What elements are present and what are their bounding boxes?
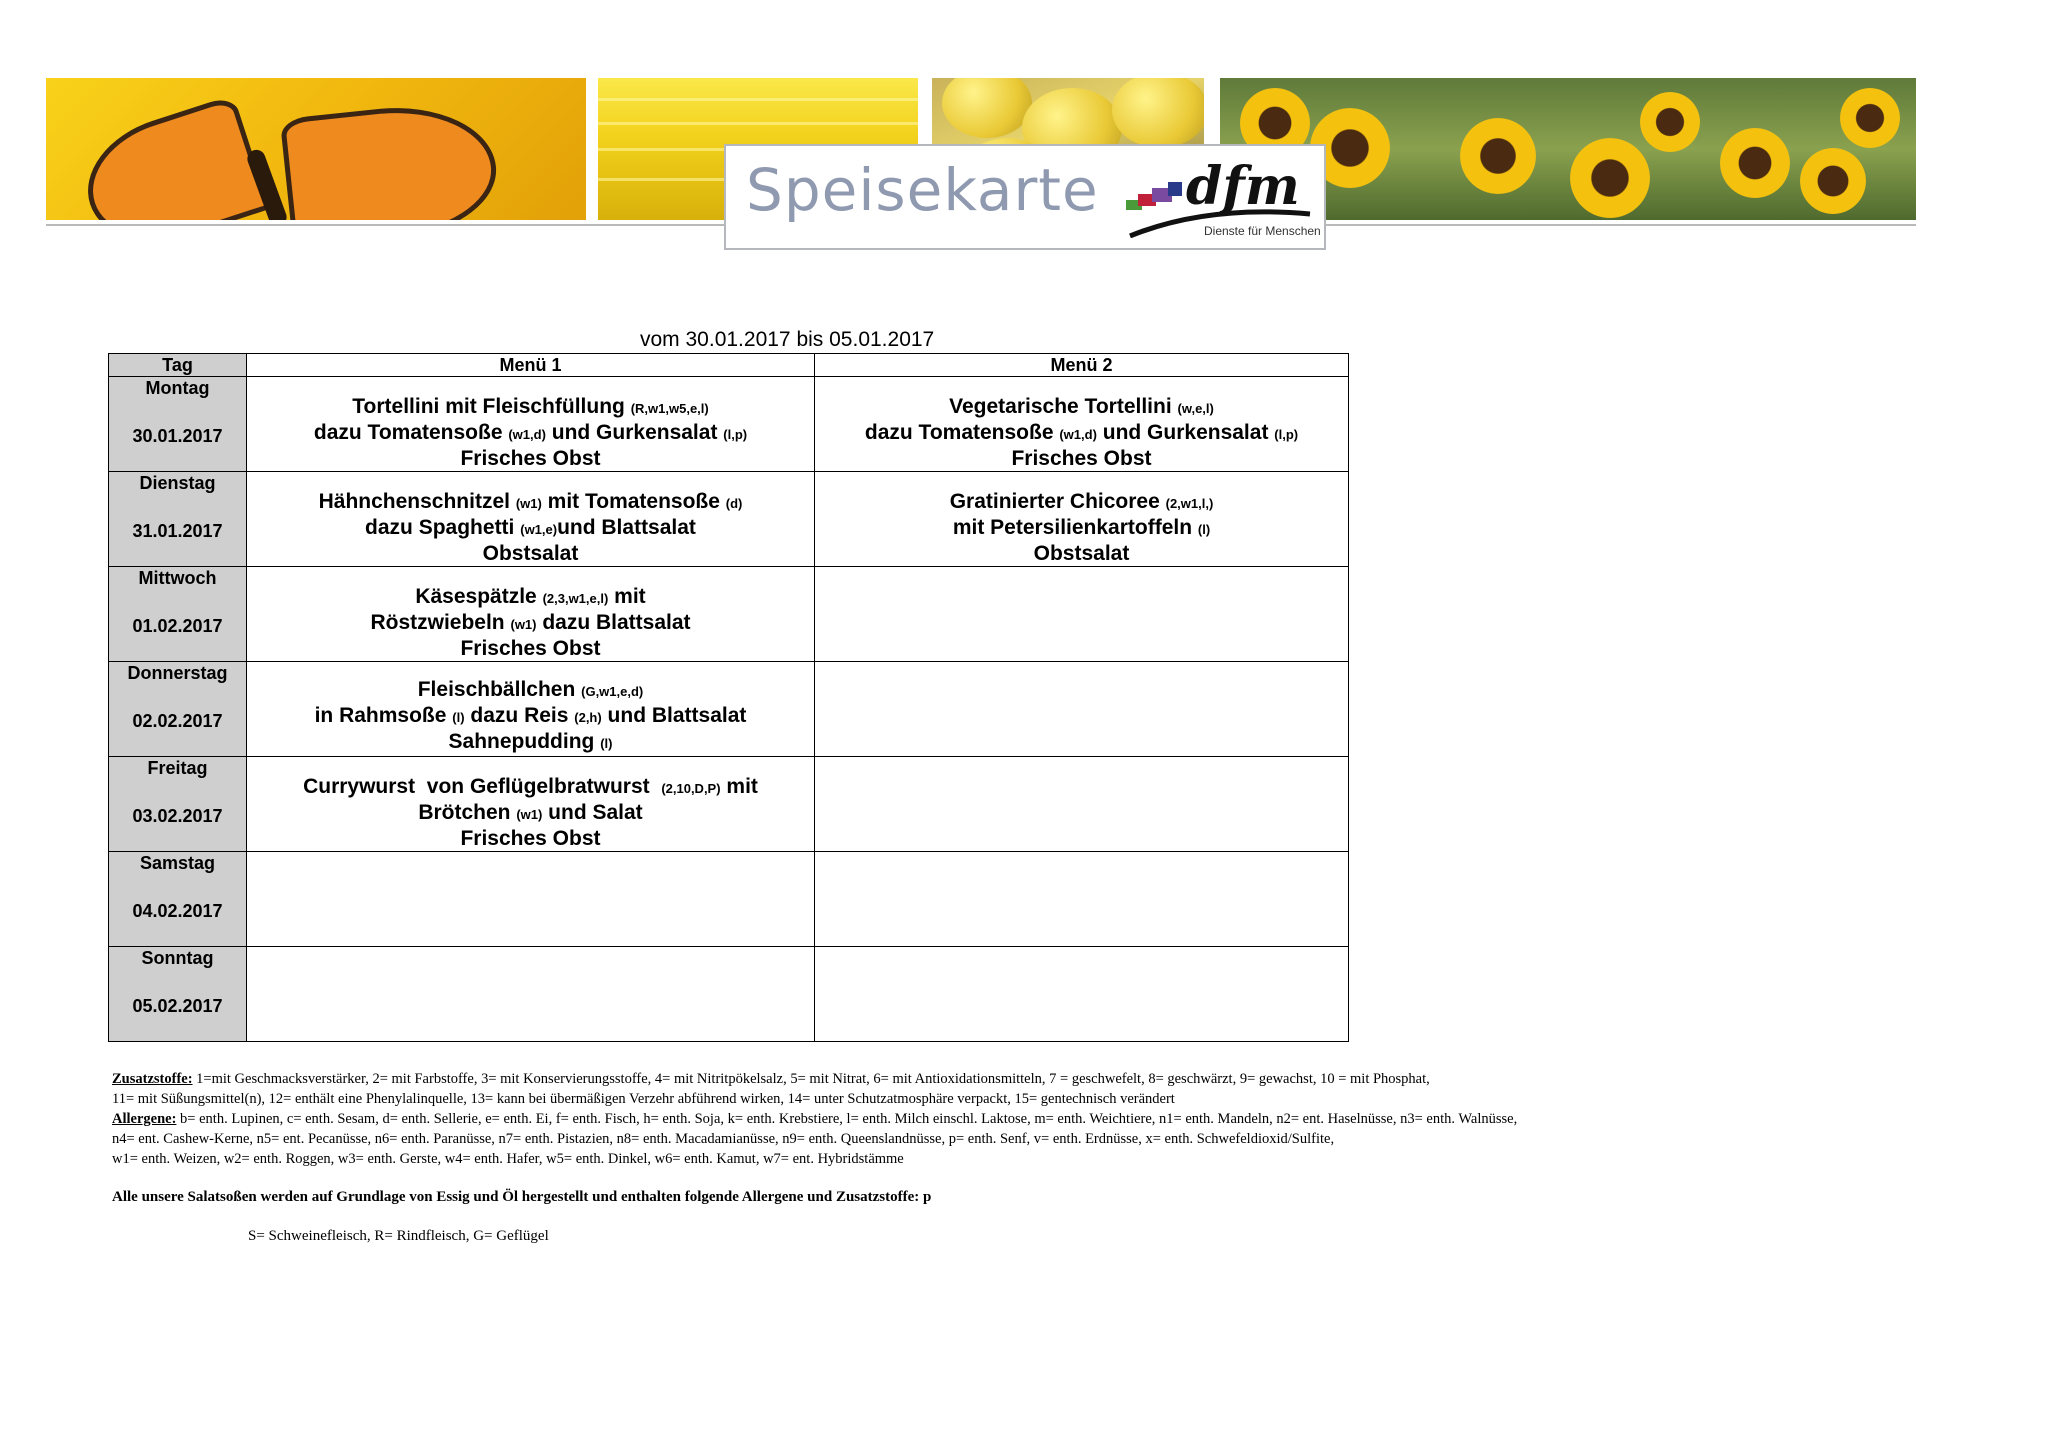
menu1-cell (247, 567, 815, 662)
meal-text: Gratinierter Chicoree (949, 490, 1166, 513)
meal-line (815, 490, 1348, 516)
meal-line (247, 827, 814, 851)
meal-line (815, 395, 1348, 421)
meal-text: mit Petersilienkartoffeln (952, 516, 1198, 539)
meal-description (815, 490, 1348, 566)
table-row (109, 757, 1349, 852)
additives-label: Zusatzstoffe: (112, 1071, 193, 1087)
allergen-code: (G,w1,e,d) (581, 684, 644, 699)
day-name: Mittwoch (138, 568, 217, 588)
menu-table (108, 353, 1349, 1042)
meal-description (247, 585, 814, 661)
allergens-label: Allergene: (112, 1111, 177, 1127)
meal-text: Frisches Obst (460, 447, 601, 470)
allergen-code: (w,e,l) (1177, 401, 1214, 416)
meal-description (247, 775, 814, 851)
meal-text: in Rahmsoße (314, 704, 453, 727)
meal-line (247, 585, 814, 611)
meal-text: Frisches Obst (1011, 447, 1152, 470)
menu2-cell (815, 757, 1349, 852)
day-name: Dienstag (139, 473, 216, 493)
column-header-menu2: Menü 2 (815, 354, 1349, 377)
meal-text: Frisches Obst (460, 827, 601, 850)
day-name: Donnerstag (127, 663, 228, 683)
day-date: 31.01.2017 (132, 521, 223, 541)
allergen-code: (2,w1,l,) (1165, 496, 1214, 511)
meal-line (247, 730, 814, 756)
day-name: Samstag (139, 853, 216, 873)
salad-dressing-note: Alle unsere Salatsoßen werden auf Grundlage von Essig und Öl hergestellt und enthalten folgende Allergene und Zusatzstoffe: p (112, 1189, 932, 1205)
table-row (109, 947, 1349, 1042)
allergens-line-1 (112, 1109, 2012, 1129)
day-date: 30.01.2017 (132, 426, 223, 446)
logo-tagline: Dienste für Menschen (1204, 224, 1321, 238)
meal-text: Fleischbällchen (417, 678, 582, 701)
meal-text: dazu Tomatensoße (313, 421, 509, 444)
day-cell (109, 567, 247, 662)
meal-line (247, 775, 814, 801)
meal-text: und Salat (542, 801, 643, 824)
day-name: Freitag (147, 758, 208, 778)
meal-line (815, 421, 1348, 447)
meal-line (815, 542, 1348, 566)
day-cell (109, 377, 247, 472)
day-cell (109, 757, 247, 852)
allergen-code: (l) (1197, 522, 1211, 537)
menu2-cell (815, 567, 1349, 662)
day-name: Montag (145, 378, 210, 398)
meal-text: und Blattsalat (557, 516, 696, 539)
allergen-code: (2,3,w1,e,l) (542, 591, 609, 606)
menu2-cell (815, 852, 1349, 947)
additives-line-2: 11= mit Süßungsmittel(n), 12= enthält eine Phenylalinquelle, 13= kann bei übermäßigen Verzehr abführend wirken, 14= unter Schutzatmosphäre verpackt, 15= gentechnisch verändert (112, 1091, 1175, 1107)
table-row (109, 377, 1349, 472)
allergen-code: (w1) (510, 617, 537, 632)
menu1-cell (247, 947, 815, 1042)
meal-line (247, 421, 814, 447)
menu1-cell (247, 377, 815, 472)
meal-text: dazu Tomatensoße (864, 421, 1060, 444)
menu2-cell (815, 377, 1349, 472)
menu2-cell (815, 662, 1349, 757)
meal-text: mit Tomatensoße (541, 490, 726, 513)
meal-line (247, 704, 814, 730)
menu1-cell (247, 662, 815, 757)
menu2-cell (815, 947, 1349, 1042)
meal-description (247, 490, 814, 566)
allergen-code: (2,h) (574, 710, 602, 725)
meal-text: Sahnepudding (448, 730, 601, 753)
allergen-code: (d) (725, 496, 743, 511)
meal-line (247, 395, 814, 421)
date-range: vom 30.01.2017 bis 05.01.2017 (640, 328, 935, 351)
menu1-cell (247, 757, 815, 852)
meal-text: mit (720, 775, 758, 798)
meal-text: Frisches Obst (460, 637, 601, 660)
meal-text: Obstsalat (1033, 542, 1130, 565)
logo-title: Speisekarte (746, 156, 1099, 224)
allergens-line-3: w1= enth. Weizen, w2= enth. Roggen, w3= enth. Gerste, w4= enth. Hafer, w5= enth. Dinkel, w6= enth. Kamut, w7= ent. Hybridstämme (112, 1151, 904, 1167)
allergen-code: (l) (600, 736, 613, 751)
meal-text: dazu Spaghetti (365, 516, 521, 539)
meal-line (247, 447, 814, 471)
day-cell (109, 472, 247, 567)
additives-text-1: 1=mit Geschmacksverstärker, 2= mit Farbstoffe, 3= mit Konservierungsstoffe, 4= mit Nitritpökelsalz, 5= mit Nitrat, 6= mit Antioxidationsmitteln, 7 = geschwefelt, 8= geschwärzt, 9= gewachst, 10 = mit Phosphat, (192, 1071, 1430, 1087)
allergen-code: (w1,e) (520, 522, 558, 537)
allergen-code: (R,w1,w5,e,l) (630, 401, 709, 416)
meal-text: Brötchen (418, 801, 517, 824)
allergen-code: (w1) (515, 496, 542, 511)
meal-line (247, 516, 814, 542)
meal-text: dazu Reis (464, 704, 575, 727)
allergen-code: (l) (452, 710, 465, 725)
header-banner (46, 78, 1916, 238)
meat-key-note: S= Schweinefleisch, R= Rindfleisch, G= Geflügel (248, 1228, 549, 1244)
allergen-code: (l,p) (1274, 427, 1299, 442)
table-row (109, 852, 1349, 947)
allergens-text-1: b= enth. Lupinen, c= enth. Sesam, d= enth. Sellerie, e= enth. Ei, f= enth. Fisch, h= enth. Soja, k= enth. Krebstiere, l= enth. Milch einschl. Laktose, m= enth. Weichtiere, n1= enth. Mandeln, n2= ent. Haselnüsse, n3= enth. Walnüsse, (176, 1111, 1518, 1127)
meal-line (815, 447, 1348, 471)
day-date: 05.02.2017 (132, 996, 223, 1016)
meal-text: Currywurst von Geflügelbratwurst (303, 775, 662, 798)
table-row (109, 662, 1349, 757)
day-date: 03.02.2017 (132, 806, 223, 826)
meal-description (247, 678, 814, 756)
meal-text: und Gurkensalat (545, 421, 724, 444)
meal-text: Hähnchenschnitzel (318, 490, 516, 513)
table-header-row (109, 354, 1349, 377)
legend (112, 1069, 2012, 1169)
allergen-code: (w1,d) (508, 427, 546, 442)
day-cell (109, 662, 247, 757)
column-header-day: Tag (109, 354, 247, 377)
meal-line (815, 516, 1348, 542)
menu2-cell (815, 472, 1349, 567)
meal-line (247, 611, 814, 637)
meal-text: Obstsalat (482, 542, 579, 565)
allergen-code: (2,10,D,P) (661, 781, 721, 796)
meal-text: und Gurkensalat (1096, 421, 1275, 444)
meal-text: dazu Blattsalat (536, 611, 691, 634)
day-date: 02.02.2017 (132, 711, 223, 731)
logo-box (724, 144, 1326, 250)
day-cell (109, 947, 247, 1042)
day-cell (109, 852, 247, 947)
meal-line (247, 801, 814, 827)
day-date: 04.02.2017 (132, 901, 223, 921)
allergen-code: (w1) (516, 807, 543, 822)
meal-text: und Blattsalat (601, 704, 747, 727)
meal-description (247, 395, 814, 471)
day-date: 01.02.2017 (132, 616, 223, 636)
meal-line (247, 678, 814, 704)
svg-text:dfm: dfm (1186, 158, 1300, 217)
meal-text: Röstzwiebeln (370, 611, 511, 634)
meal-line (247, 490, 814, 516)
table-row (109, 567, 1349, 662)
butterfly-photo (46, 78, 586, 220)
meal-line (247, 637, 814, 661)
meal-text: Vegetarische Tortellini (949, 395, 1178, 418)
menu1-cell (247, 472, 815, 567)
table-row (109, 472, 1349, 567)
meal-text: Käsespätzle (415, 585, 543, 608)
meal-line (247, 542, 814, 566)
meal-text: mit (608, 585, 646, 608)
column-header-menu1: Menü 1 (247, 354, 815, 377)
day-name: Sonntag (141, 948, 214, 968)
allergen-code: (w1,d) (1059, 427, 1097, 442)
meal-description (815, 395, 1348, 471)
meal-text: Tortellini mit Fleischfüllung (352, 395, 631, 418)
allergen-code: (l,p) (723, 427, 748, 442)
additives-line-1 (112, 1069, 2012, 1089)
menu1-cell (247, 852, 815, 947)
allergens-line-2: n4= ent. Cashew-Kerne, n5= ent. Pecanüsse, n6= enth. Paranüsse, n7= enth. Pistazien, n8= enth. Macadamianüsse, n9= enth. Queenslandnüsse, p= enth. Senf, v= enth. Erdnüsse, x= enth. Schwefeldioxid/Sulfite, (112, 1131, 1335, 1147)
